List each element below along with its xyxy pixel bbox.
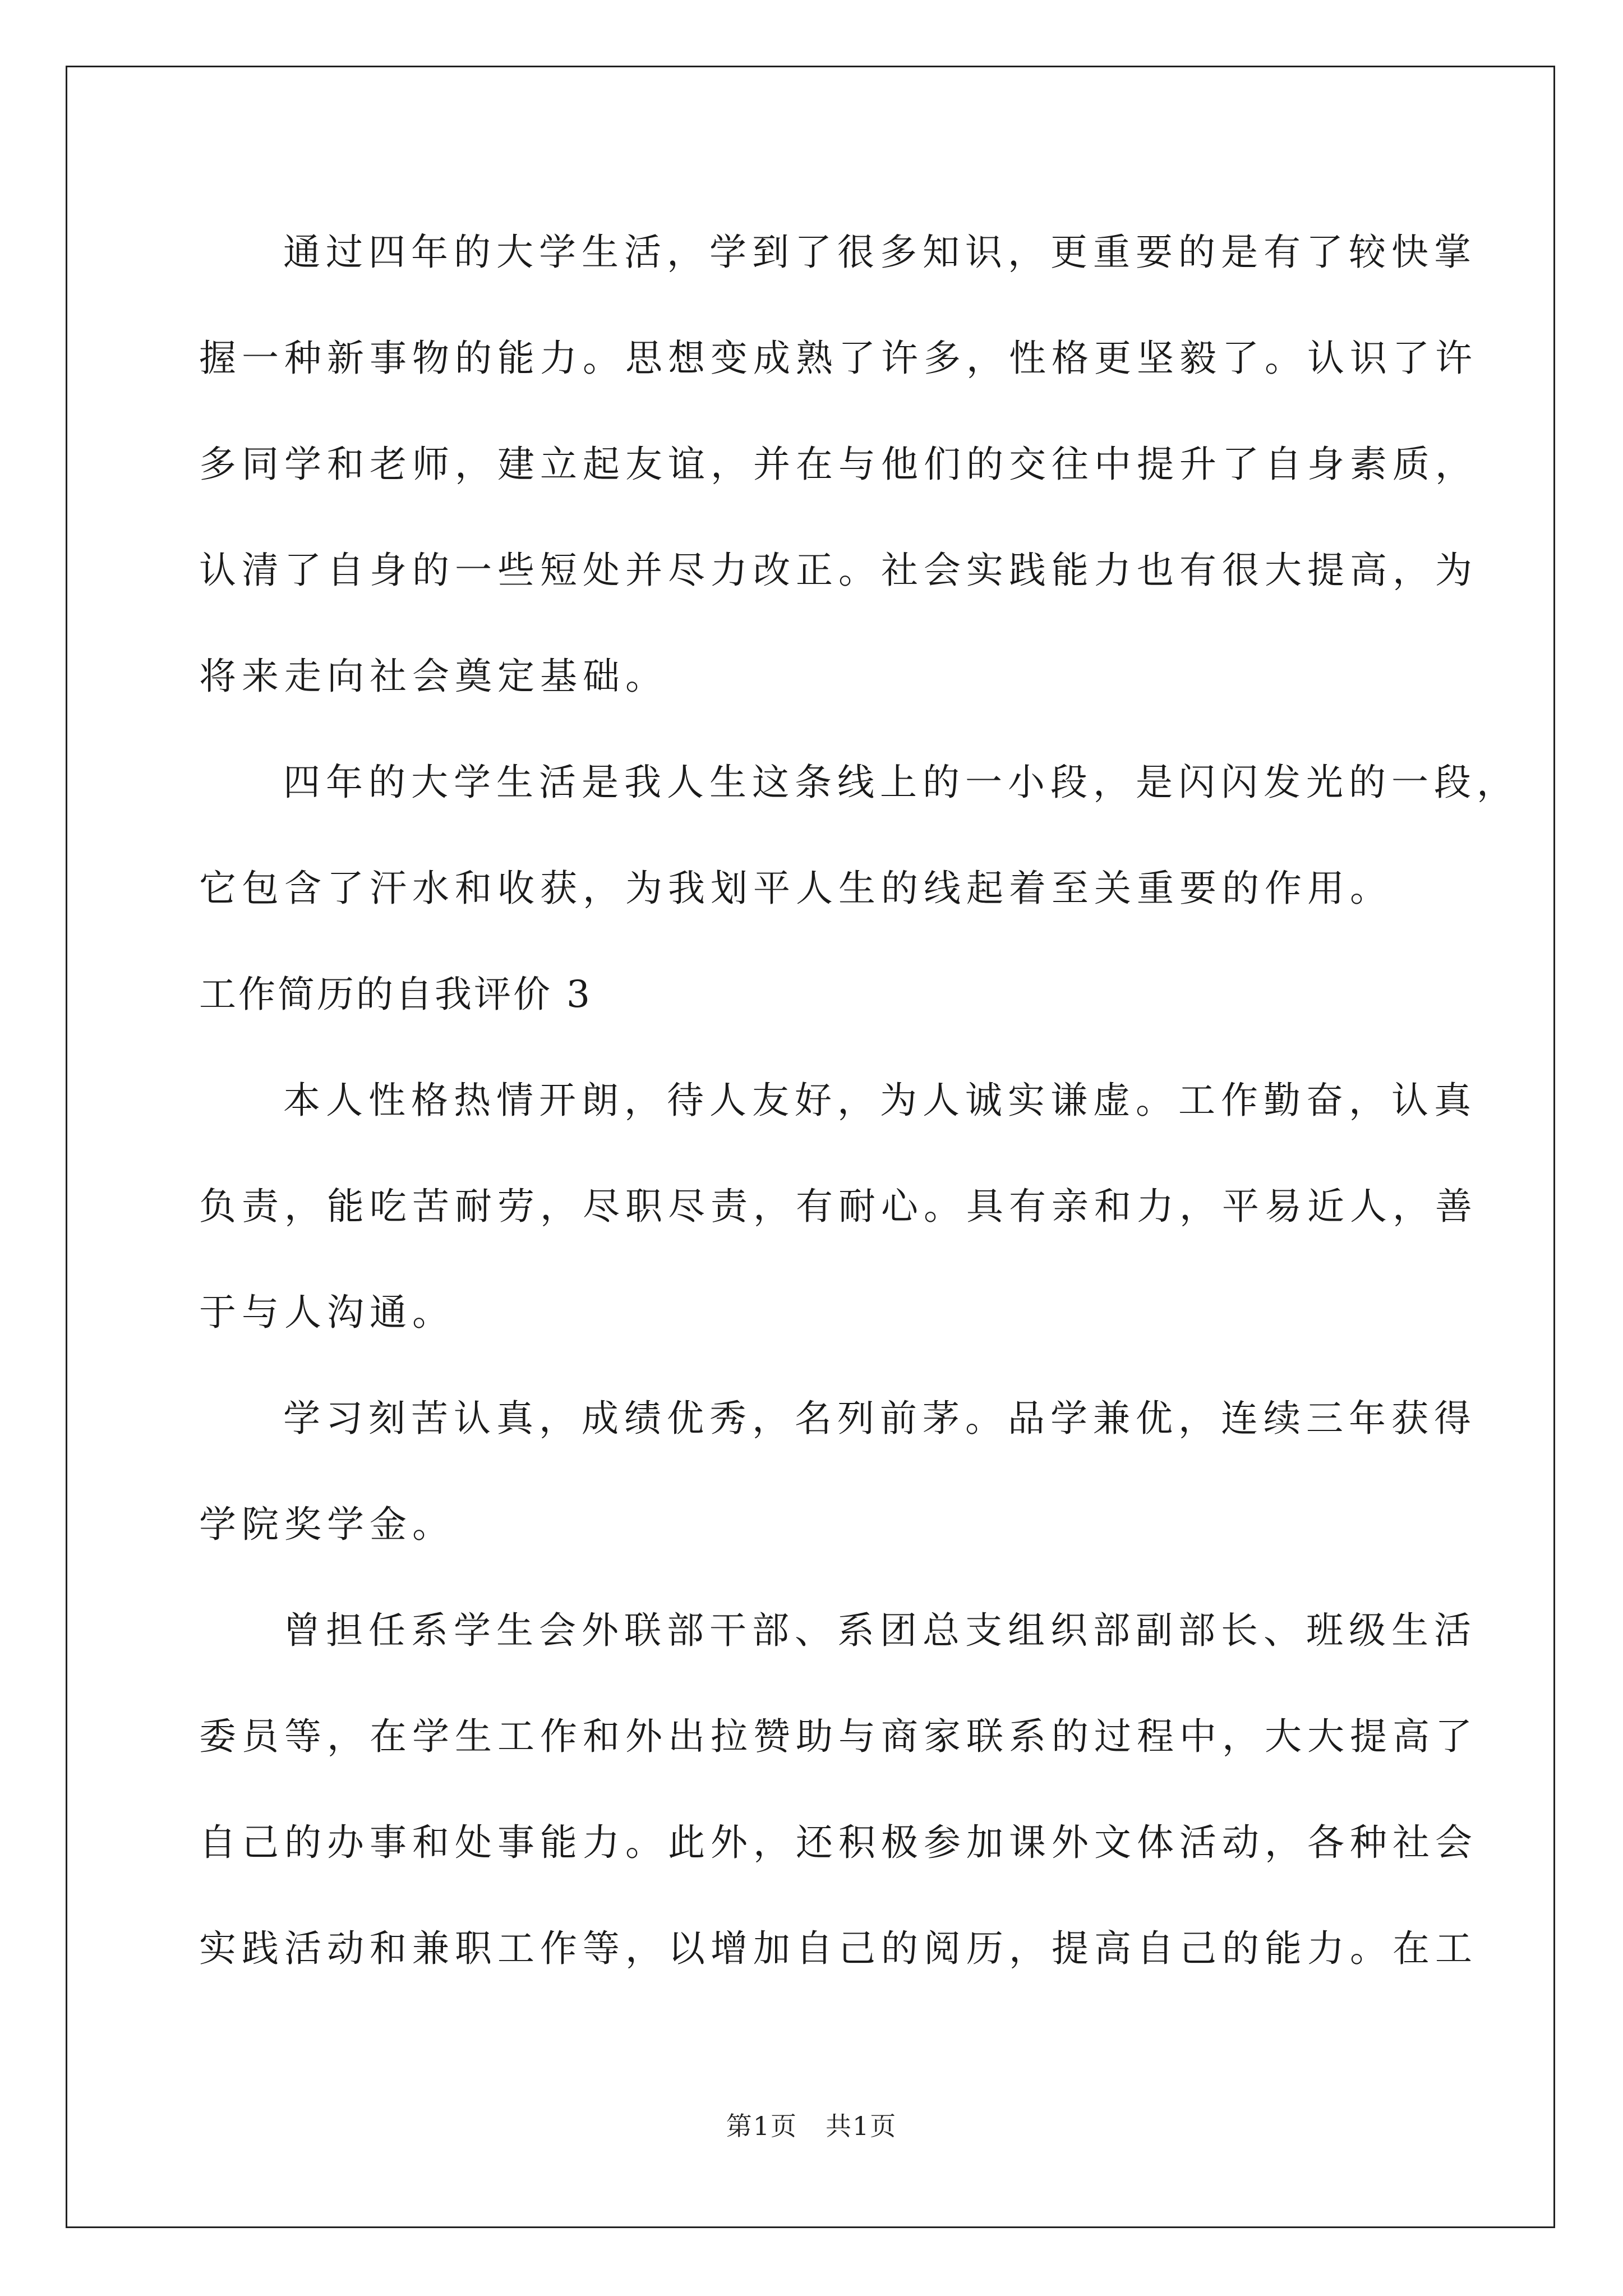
paragraph-line: 曾担任系学生会外联部干部、系团总支组织部副部长、班级生活: [283, 1609, 1477, 1652]
paragraph-line: 多同学和老师，建立起友谊，并在与他们的交往中提升了自身素质，: [199, 443, 1478, 486]
paragraph-line: 将来走向社会奠定基础。: [199, 655, 668, 698]
page-footer: [0, 2109, 1623, 2143]
paragraph-line: 本人性格热情开朗，待人友好，为人诚实谦虚。工作勤奋，认真: [283, 1079, 1477, 1122]
section-heading: 工作简历的自我评价 3: [199, 973, 592, 1016]
paragraph-line: 负责，能吃苦耐劳，尽职尽责，有耐心。具有亲和力，平易近人，善: [199, 1185, 1478, 1228]
paragraph-line: 委员等，在学生工作和外出拉赞助与商家联系的过程中，大大提高了: [199, 1715, 1478, 1758]
paragraph-line: 于与人沟通。: [199, 1291, 455, 1334]
document-body: [199, 199, 1519, 2001]
paragraph-line: 四年的大学生活是我人生这条线上的一小段，是闪闪发光的一段，: [283, 761, 1519, 804]
page-number-current: 第1页: [726, 2111, 797, 2141]
paragraph-line: 自己的办事和处事能力。此外，还积极参加课外文体活动，各种社会: [199, 1821, 1478, 1864]
page-number-total: 共1页: [826, 2111, 897, 2141]
paragraph-line: 它包含了汗水和收获，为我划平人生的线起着至关重要的作用。: [199, 867, 1393, 910]
paragraph-line: 学院奖学金。: [199, 1503, 455, 1546]
paragraph-line: 认清了自身的一些短处并尽力改正。社会实践能力也有很大提高，为: [199, 549, 1478, 592]
paragraph-line: 实践活动和兼职工作等，以增加自己的阅历，提高自己的能力。在工: [199, 1927, 1478, 1970]
paragraph-line: 学习刻苦认真，成绩优秀，名列前茅。品学兼优，连续三年获得: [283, 1397, 1477, 1440]
paragraph-line: 握一种新事物的能力。思想变成熟了许多，性格更坚毅了。认识了许: [199, 337, 1478, 380]
paragraph-line: 通过四年的大学生活，学到了很多知识，更重要的是有了较快掌: [283, 231, 1477, 274]
